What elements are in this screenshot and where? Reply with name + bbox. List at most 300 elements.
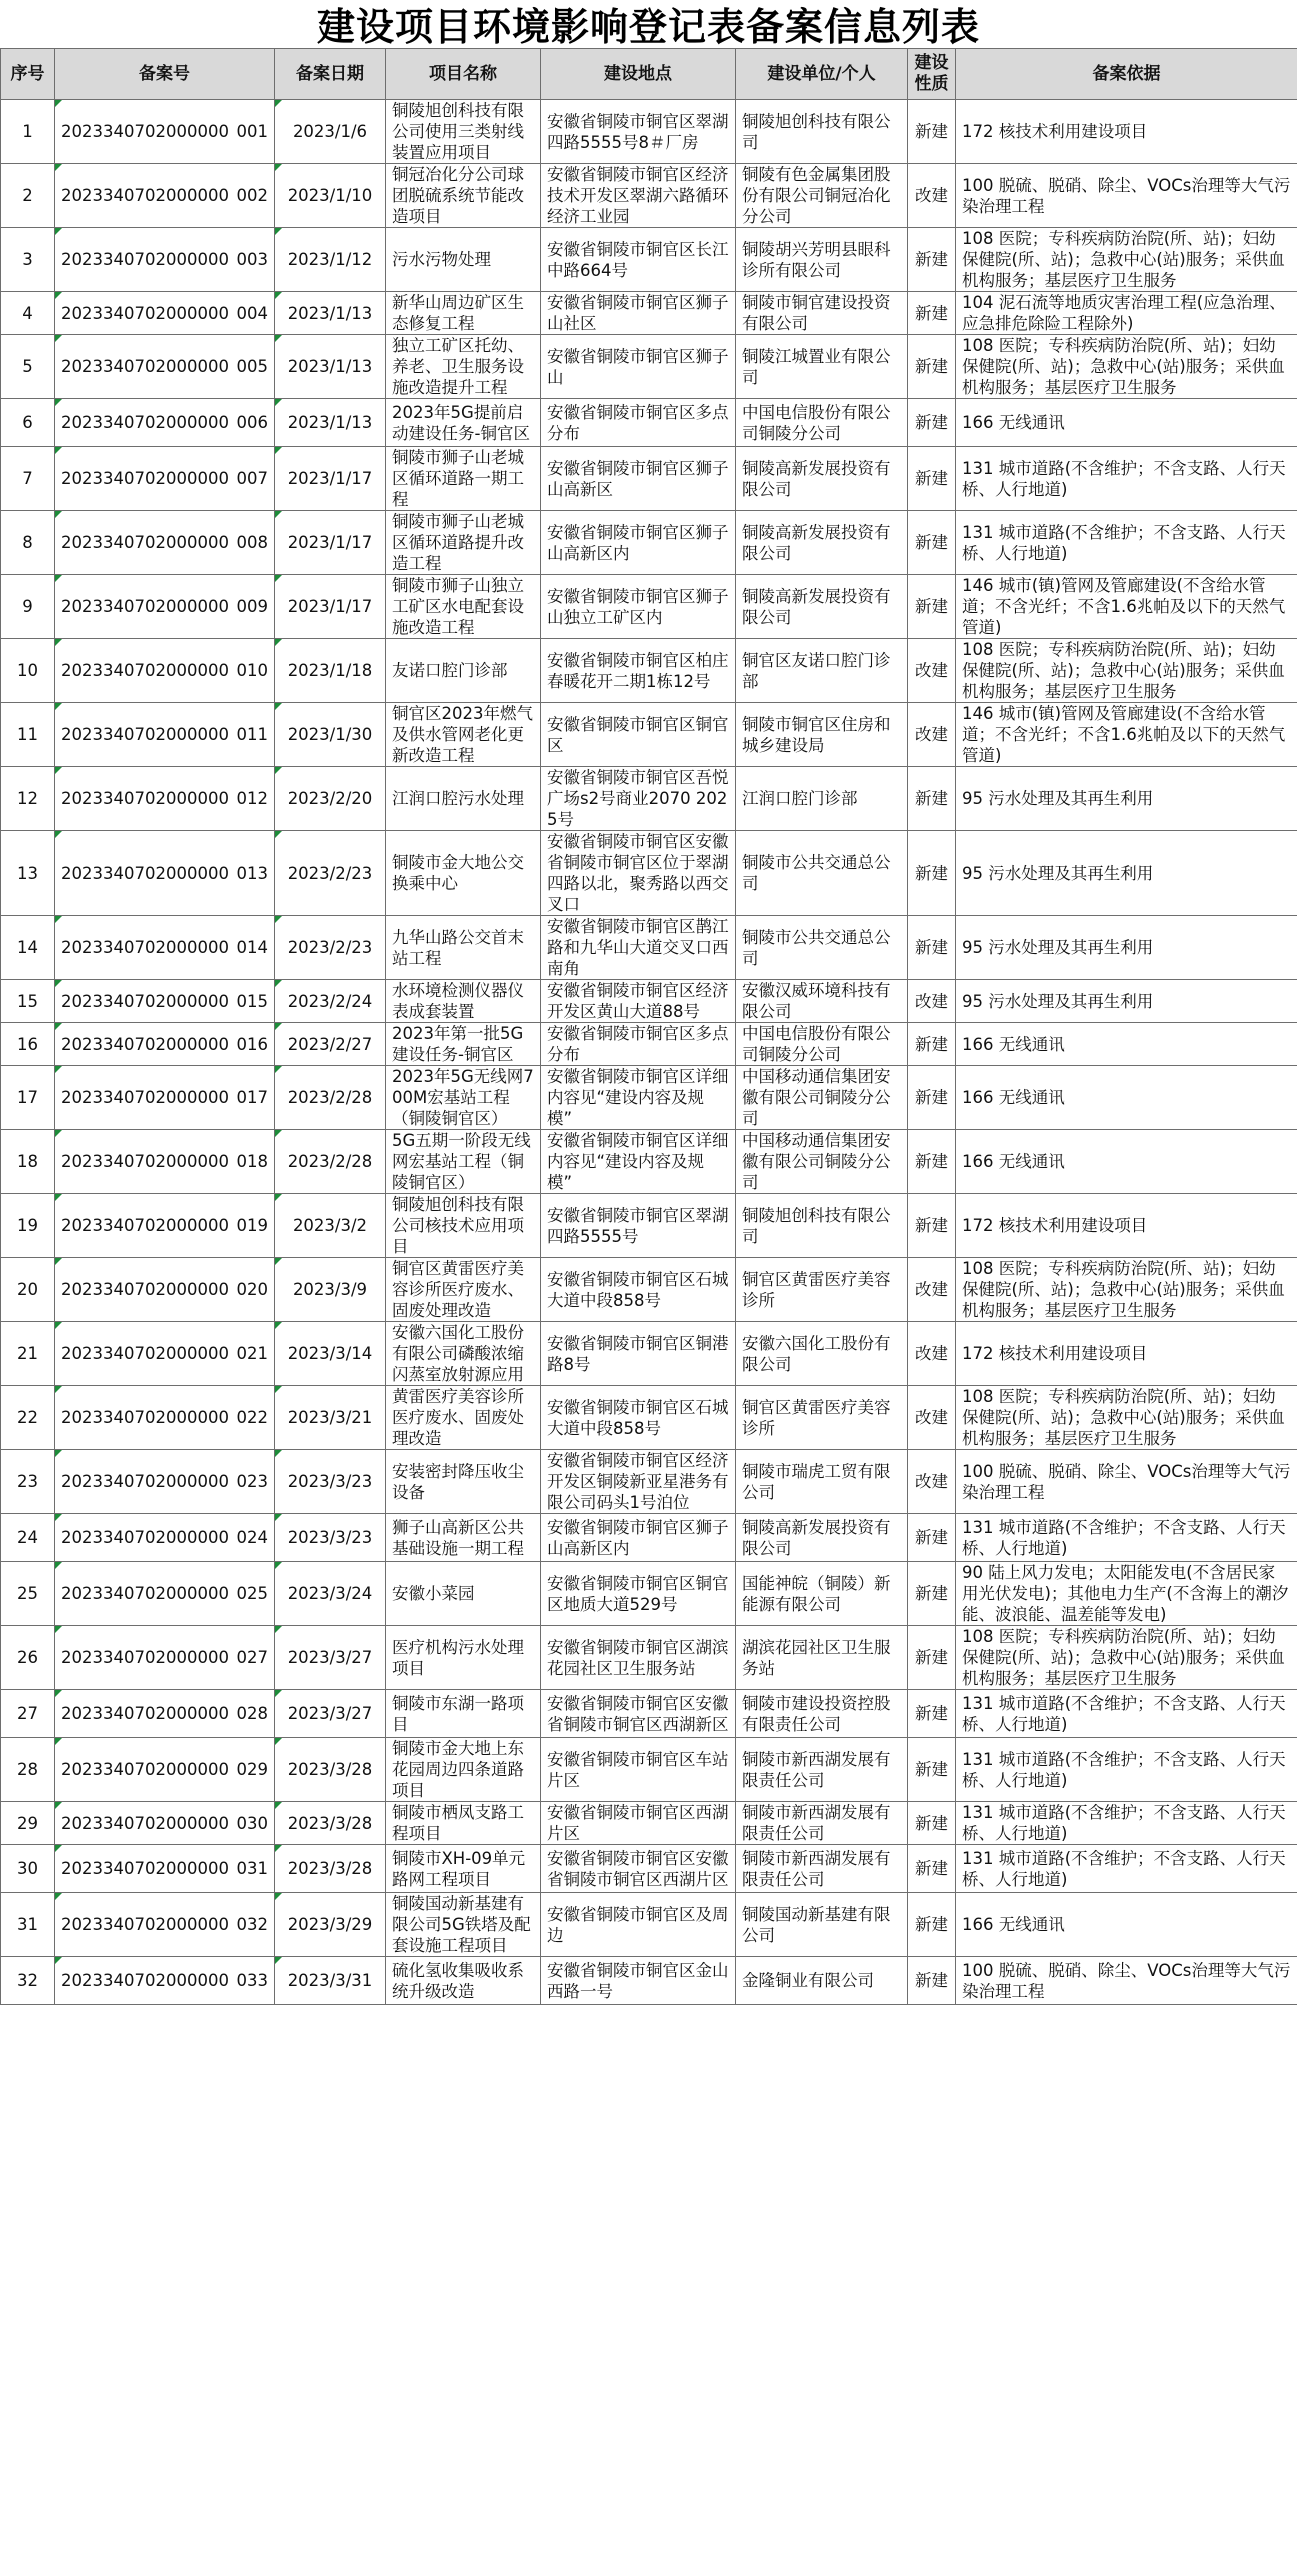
- cell-location[interactable]: 安徽省铜陵市铜官区金山西路一号: [541, 1957, 736, 2005]
- cell-unit[interactable]: 铜陵国动新基建有限公司: [736, 1893, 908, 1957]
- header-code[interactable]: 备案号: [55, 49, 275, 100]
- cell-basis[interactable]: 108 医院；专科疾病防治院(所、站)；妇幼保健院(所、站)；急救中心(站)服务；采供血机构服务；基层医疗卫生服务: [956, 228, 1297, 292]
- cell-unit[interactable]: 铜陵市建设投资控股有限责任公司: [736, 1690, 908, 1738]
- cell-nature[interactable]: 新建: [908, 292, 956, 335]
- cell-basis[interactable]: 166 无线通讯: [956, 1893, 1297, 1957]
- cell-nature[interactable]: 改建: [908, 1258, 956, 1322]
- table-row[interactable]: [1, 447, 1297, 511]
- cell-location[interactable]: 安徽省铜陵市铜官区狮子山高新区内: [541, 511, 736, 575]
- header-no[interactable]: 序号: [1, 49, 55, 100]
- cell-name[interactable]: 水环境检测仪器仪表成套装置: [386, 980, 541, 1023]
- table-row[interactable]: [1, 916, 1297, 980]
- cell-location[interactable]: 安徽省铜陵市铜官区铜官区地质大道529号: [541, 1562, 736, 1626]
- header-basis[interactable]: 备案依据: [956, 49, 1297, 100]
- cell-basis[interactable]: 166 无线通讯: [956, 399, 1297, 447]
- cell-nature[interactable]: 改建: [908, 980, 956, 1023]
- table-row[interactable]: [1, 1802, 1297, 1845]
- cell-name[interactable]: 铜陵市狮子山独立工矿区水电配套设施改造工程: [386, 575, 541, 639]
- cell-location[interactable]: 安徽省铜陵市铜官区铜港路8号: [541, 1322, 736, 1386]
- cell-unit[interactable]: 铜陵旭创科技有限公司: [736, 1194, 908, 1258]
- cell-no[interactable]: 26: [1, 1626, 55, 1690]
- cell-location[interactable]: 安徽省铜陵市铜官区狮子山: [541, 335, 736, 399]
- cell-basis[interactable]: 172 核技术利用建设项目: [956, 1194, 1297, 1258]
- cell-no[interactable]: 9: [1, 575, 55, 639]
- cell-name[interactable]: 硫化氢收集吸收系统升级改造: [386, 1957, 541, 2005]
- table-row[interactable]: [1, 1690, 1297, 1738]
- header-nature[interactable]: 建设性质: [908, 49, 956, 100]
- cell-unit[interactable]: 铜陵市新西湖发展有限责任公司: [736, 1738, 908, 1802]
- cell-location[interactable]: 安徽省铜陵市铜官区石城大道中段858号: [541, 1258, 736, 1322]
- cell-name[interactable]: 安装密封降压收尘设备: [386, 1450, 541, 1514]
- table-row[interactable]: [1, 1023, 1297, 1066]
- cell-date[interactable]: 2023/3/28: [275, 1845, 386, 1893]
- cell-unit[interactable]: 铜官区黄雷医疗美容诊所: [736, 1258, 908, 1322]
- cell-location[interactable]: 安徽省铜陵市铜官区多点分布: [541, 1023, 736, 1066]
- cell-no[interactable]: 22: [1, 1386, 55, 1450]
- cell-date[interactable]: 2023/2/24: [275, 980, 386, 1023]
- cell-location[interactable]: 安徽省铜陵市铜官区铜官区: [541, 703, 736, 767]
- cell-code[interactable]: [55, 1690, 275, 1738]
- cell-unit[interactable]: 铜陵市铜官区住房和城乡建设局: [736, 703, 908, 767]
- cell-name[interactable]: 友诺口腔门诊部: [386, 639, 541, 703]
- cell-nature[interactable]: 新建: [908, 228, 956, 292]
- cell-basis[interactable]: 131 城市道路(不含维护；不含支路、人行天桥、人行地道): [956, 447, 1297, 511]
- cell-no[interactable]: 23: [1, 1450, 55, 1514]
- table-row[interactable]: [1, 703, 1297, 767]
- cell-nature[interactable]: 改建: [908, 1322, 956, 1386]
- cell-unit[interactable]: 中国电信股份有限公司铜陵分公司: [736, 1023, 908, 1066]
- cell-date[interactable]: 2023/3/28: [275, 1802, 386, 1845]
- table-row[interactable]: [1, 1957, 1297, 2005]
- table-row[interactable]: [1, 1893, 1297, 1957]
- cell-date[interactable]: 2023/1/17: [275, 511, 386, 575]
- cell-name[interactable]: 九华山路公交首末站工程: [386, 916, 541, 980]
- cell-basis[interactable]: 100 脱硫、脱硝、除尘、VOCs治理等大气污染治理工程: [956, 1957, 1297, 2005]
- table-row[interactable]: [1, 1258, 1297, 1322]
- cell-date[interactable]: 2023/2/20: [275, 767, 386, 831]
- cell-location[interactable]: 安徽省铜陵市铜官区车站片区: [541, 1738, 736, 1802]
- cell-code[interactable]: [55, 980, 275, 1023]
- cell-nature[interactable]: 新建: [908, 100, 956, 164]
- cell-basis[interactable]: 95 污水处理及其再生利用: [956, 831, 1297, 916]
- cell-code[interactable]: [55, 335, 275, 399]
- cell-nature[interactable]: 新建: [908, 1066, 956, 1130]
- cell-name[interactable]: 2023年第一批5G建设任务-铜官区: [386, 1023, 541, 1066]
- cell-unit[interactable]: 铜陵胡兴芳明县眼科诊所有限公司: [736, 228, 908, 292]
- cell-name[interactable]: 狮子山高新区公共基础设施一期工程: [386, 1514, 541, 1562]
- cell-nature[interactable]: 新建: [908, 1738, 956, 1802]
- cell-date[interactable]: 2023/3/28: [275, 1738, 386, 1802]
- table-row[interactable]: [1, 575, 1297, 639]
- table-row[interactable]: [1, 767, 1297, 831]
- code-seq: 013: [236, 863, 268, 883]
- cell-name[interactable]: 铜冠冶化分公司球团脱硫系统节能改造项目: [386, 164, 541, 228]
- cell-date[interactable]: 2023/3/2: [275, 1194, 386, 1258]
- header-location[interactable]: 建设地点: [541, 49, 736, 100]
- cell-basis[interactable]: 104 泥石流等地质灾害治理工程(应急治理、应急排危除险工程除外): [956, 292, 1297, 335]
- cell-name[interactable]: 铜陵市金大地公交换乘中心: [386, 831, 541, 916]
- cell-unit[interactable]: 中国移动通信集团安徽有限公司铜陵分公司: [736, 1130, 908, 1194]
- cell-unit[interactable]: 铜陵市新西湖发展有限责任公司: [736, 1845, 908, 1893]
- cell-location[interactable]: 安徽省铜陵市铜官区狮子山高新区内: [541, 1514, 736, 1562]
- cell-nature[interactable]: 新建: [908, 831, 956, 916]
- cell-date[interactable]: 2023/1/18: [275, 639, 386, 703]
- cell-basis[interactable]: 131 城市道路(不含维护；不含支路、人行天桥、人行地道): [956, 1802, 1297, 1845]
- cell-nature[interactable]: 新建: [908, 1514, 956, 1562]
- cell-date[interactable]: 2023/1/13: [275, 335, 386, 399]
- cell-location[interactable]: 安徽省铜陵市铜官区狮子山高新区: [541, 447, 736, 511]
- cell-unit[interactable]: 铜陵高新发展投资有限公司: [736, 447, 908, 511]
- cell-unit[interactable]: 铜陵旭创科技有限公司: [736, 100, 908, 164]
- cell-code[interactable]: [55, 639, 275, 703]
- cell-nature[interactable]: 新建: [908, 1562, 956, 1626]
- cell-no[interactable]: 8: [1, 511, 55, 575]
- cell-unit[interactable]: 铜官区黄雷医疗美容诊所: [736, 1386, 908, 1450]
- cell-unit[interactable]: 安徽六国化工股份有限公司: [736, 1322, 908, 1386]
- table-row[interactable]: [1, 164, 1297, 228]
- cell-nature[interactable]: 新建: [908, 511, 956, 575]
- cell-nature[interactable]: 新建: [908, 447, 956, 511]
- cell-location[interactable]: 安徽省铜陵市铜官区安徽省铜陵市铜官区西湖片区: [541, 1845, 736, 1893]
- table-row[interactable]: [1, 511, 1297, 575]
- cell-name[interactable]: 铜陵市栖凤支路工程项目: [386, 1802, 541, 1845]
- header-unit[interactable]: 建设单位/个人: [736, 49, 908, 100]
- cell-no[interactable]: 12: [1, 767, 55, 831]
- cell-code[interactable]: [55, 767, 275, 831]
- cell-location[interactable]: 安徽省铜陵市铜官区翠湖四路5555号: [541, 1194, 736, 1258]
- cell-location[interactable]: 安徽省铜陵市铜官区经济开发区铜陵新亚星港务有限公司码头1号泊位: [541, 1450, 736, 1514]
- cell-name[interactable]: 独立工矿区托幼、养老、卫生服务设施改造提升工程: [386, 335, 541, 399]
- cell-basis[interactable]: 100 脱硫、脱硝、除尘、VOCs治理等大气污染治理工程: [956, 164, 1297, 228]
- cell-location[interactable]: 安徽省铜陵市铜官区多点分布: [541, 399, 736, 447]
- cell-name[interactable]: 铜陵市金大地上东花园周边四条道路项目: [386, 1738, 541, 1802]
- cell-basis[interactable]: 172 核技术利用建设项目: [956, 1322, 1297, 1386]
- cell-basis[interactable]: 90 陆上风力发电；太阳能发电(不含居民家用光伏发电)；其他电力生产(不含海上的潮汐能、波浪能、温差能等发电): [956, 1562, 1297, 1626]
- cell-unit[interactable]: 铜陵市公共交通总公司: [736, 831, 908, 916]
- cell-unit[interactable]: 铜官区友诺口腔门诊部: [736, 639, 908, 703]
- cell-date[interactable]: 2023/3/9: [275, 1258, 386, 1322]
- cell-location[interactable]: 安徽省铜陵市铜官区长江中路664号: [541, 228, 736, 292]
- cell-no[interactable]: 13: [1, 831, 55, 916]
- table-row[interactable]: [1, 335, 1297, 399]
- cell-name[interactable]: 2023年5G无线网700M宏基站工程（铜陵铜官区）: [386, 1066, 541, 1130]
- cell-date[interactable]: 2023/3/24: [275, 1562, 386, 1626]
- cell-code[interactable]: [55, 1450, 275, 1514]
- header-date[interactable]: 备案日期: [275, 49, 386, 100]
- cell-name[interactable]: 新华山周边矿区生态修复工程: [386, 292, 541, 335]
- cell-no[interactable]: 10: [1, 639, 55, 703]
- cell-code[interactable]: [55, 164, 275, 228]
- cell-nature[interactable]: 新建: [908, 1845, 956, 1893]
- cell-basis[interactable]: 131 城市道路(不含维护；不含支路、人行天桥、人行地道): [956, 511, 1297, 575]
- cell-name[interactable]: 污水污物处理: [386, 228, 541, 292]
- cell-unit[interactable]: 铜陵高新发展投资有限公司: [736, 575, 908, 639]
- cell-location[interactable]: 安徽省铜陵市铜官区详细内容见“建设内容及规模”: [541, 1130, 736, 1194]
- cell-unit[interactable]: 安徽汉威环境科技有限公司: [736, 980, 908, 1023]
- cell-date[interactable]: 2023/3/31: [275, 1957, 386, 2005]
- cell-location[interactable]: 安徽省铜陵市铜官区翠湖四路5555号8＃厂房: [541, 100, 736, 164]
- cell-date[interactable]: 2023/1/10: [275, 164, 386, 228]
- cell-unit[interactable]: 铜陵江城置业有限公司: [736, 335, 908, 399]
- cell-location[interactable]: 安徽省铜陵市铜官区狮子山独立工矿区内: [541, 575, 736, 639]
- header-name[interactable]: 项目名称: [386, 49, 541, 100]
- code-prefix: 2023340702000000: [61, 1344, 229, 1363]
- cell-code[interactable]: [55, 1130, 275, 1194]
- cell-name[interactable]: 黄雷医疗美容诊所医疗废水、固废处理改造: [386, 1386, 541, 1450]
- cell-nature[interactable]: 新建: [908, 1802, 956, 1845]
- cell-location[interactable]: 安徽省铜陵市铜官区西湖片区: [541, 1802, 736, 1845]
- table-row[interactable]: [1, 639, 1297, 703]
- cell-location[interactable]: 安徽省铜陵市铜官区鹊江路和九华山大道交叉口西南角: [541, 916, 736, 980]
- cell-code[interactable]: [55, 1626, 275, 1690]
- cell-code[interactable]: [55, 1066, 275, 1130]
- cell-location[interactable]: 安徽省铜陵市铜官区狮子山社区: [541, 292, 736, 335]
- cell-basis[interactable]: 146 城市(镇)管网及管廊建设(不含给水管道；不含光纤；不含1.6兆帕及以下的天然气管道): [956, 575, 1297, 639]
- table-row[interactable]: [1, 1322, 1297, 1386]
- cell-unit[interactable]: 铜陵市新西湖发展有限责任公司: [736, 1802, 908, 1845]
- cell-location[interactable]: 安徽省铜陵市铜官区经济技术开发区翠湖六路循环经济工业园: [541, 164, 736, 228]
- cell-nature[interactable]: 新建: [908, 399, 956, 447]
- cell-no[interactable]: 30: [1, 1845, 55, 1893]
- cell-date[interactable]: 2023/1/6: [275, 100, 386, 164]
- cell-unit[interactable]: 铜陵有色金属集团股份有限公司铜冠冶化分公司: [736, 164, 908, 228]
- cell-location[interactable]: 安徽省铜陵市铜官区及周边: [541, 1893, 736, 1957]
- cell-unit[interactable]: 中国移动通信集团安徽有限公司铜陵分公司: [736, 1066, 908, 1130]
- code-prefix: 2023340702000000: [61, 789, 229, 808]
- cell-nature[interactable]: 改建: [908, 164, 956, 228]
- cell-location[interactable]: 安徽省铜陵市铜官区安徽省铜陵市铜官区位于翠湖四路以北，聚秀路以西交叉口: [541, 831, 736, 916]
- cell-unit[interactable]: 江润口腔门诊部: [736, 767, 908, 831]
- cell-no[interactable]: 6: [1, 399, 55, 447]
- cell-name[interactable]: 医疗机构污水处理项目: [386, 1626, 541, 1690]
- cell-name[interactable]: 铜陵市XH-09单元路网工程项目: [386, 1845, 541, 1893]
- table-row[interactable]: [1, 1450, 1297, 1514]
- cell-name[interactable]: 铜陵市狮子山老城区循环道路一期工程: [386, 447, 541, 511]
- cell-basis[interactable]: 108 医院；专科疾病防治院(所、站)；妇幼保健院(所、站)；急救中心(站)服务；采供血机构服务；基层医疗卫生服务: [956, 1258, 1297, 1322]
- cell-nature[interactable]: 新建: [908, 1194, 956, 1258]
- cell-name[interactable]: 铜陵国动新基建有限公司5G铁塔及配套设施工程项目: [386, 1893, 541, 1957]
- cell-unit[interactable]: 铜陵市公共交通总公司: [736, 916, 908, 980]
- cell-nature[interactable]: 新建: [908, 575, 956, 639]
- cell-date[interactable]: 2023/2/28: [275, 1130, 386, 1194]
- table-row[interactable]: [1, 831, 1297, 916]
- cell-code[interactable]: [55, 1514, 275, 1562]
- cell-nature[interactable]: 新建: [908, 1690, 956, 1738]
- cell-no[interactable]: 2: [1, 164, 55, 228]
- cell-date[interactable]: 2023/1/17: [275, 447, 386, 511]
- cell-name[interactable]: 5G五期一阶段无线网宏基站工程（铜陵铜官区）: [386, 1130, 541, 1194]
- cell-date[interactable]: 2023/1/12: [275, 228, 386, 292]
- cell-date[interactable]: 2023/2/23: [275, 831, 386, 916]
- cell-no[interactable]: 3: [1, 228, 55, 292]
- cell-nature[interactable]: 新建: [908, 1626, 956, 1690]
- cell-date[interactable]: 2023/2/23: [275, 916, 386, 980]
- cell-code[interactable]: [55, 1023, 275, 1066]
- cell-unit[interactable]: 铜陵市铜官建设投资有限公司: [736, 292, 908, 335]
- table-row[interactable]: [1, 399, 1297, 447]
- cell-code[interactable]: [55, 1893, 275, 1957]
- cell-code[interactable]: [55, 1738, 275, 1802]
- cell-unit[interactable]: 国能神皖（铜陵）新能源有限公司: [736, 1562, 908, 1626]
- cell-basis[interactable]: 172 核技术利用建设项目: [956, 100, 1297, 164]
- cell-no[interactable]: 5: [1, 335, 55, 399]
- cell-basis[interactable]: 166 无线通讯: [956, 1130, 1297, 1194]
- cell-name[interactable]: 江润口腔污水处理: [386, 767, 541, 831]
- cell-unit[interactable]: 铜陵高新发展投资有限公司: [736, 511, 908, 575]
- table-row[interactable]: [1, 228, 1297, 292]
- table-row[interactable]: [1, 1194, 1297, 1258]
- cell-code[interactable]: [55, 575, 275, 639]
- cell-name[interactable]: 安徽小菜园: [386, 1562, 541, 1626]
- cell-no[interactable]: 24: [1, 1514, 55, 1562]
- cell-name[interactable]: 铜陵市狮子山老城区循环道路提升改造工程: [386, 511, 541, 575]
- cell-basis[interactable]: 146 城市(镇)管网及管廊建设(不含给水管道；不含光纤；不含1.6兆帕及以下的天然气管道): [956, 703, 1297, 767]
- table-row[interactable]: [1, 1626, 1297, 1690]
- cell-code[interactable]: [55, 228, 275, 292]
- cell-date[interactable]: 2023/3/21: [275, 1386, 386, 1450]
- cell-code[interactable]: [55, 511, 275, 575]
- cell-code[interactable]: [55, 1194, 275, 1258]
- cell-basis[interactable]: 108 医院；专科疾病防治院(所、站)；妇幼保健院(所、站)；急救中心(站)服务；采供血机构服务；基层医疗卫生服务: [956, 1626, 1297, 1690]
- table-row[interactable]: [1, 1066, 1297, 1130]
- table-row[interactable]: [1, 1562, 1297, 1626]
- cell-code[interactable]: [55, 1845, 275, 1893]
- cell-basis[interactable]: 131 城市道路(不含维护；不含支路、人行天桥、人行地道): [956, 1690, 1297, 1738]
- cell-basis[interactable]: 95 污水处理及其再生利用: [956, 767, 1297, 831]
- cell-name[interactable]: 安徽六国化工股份有限公司磷酸浓缩闪蒸室放射源应用: [386, 1322, 541, 1386]
- cell-date[interactable]: 2023/1/17: [275, 575, 386, 639]
- cell-nature[interactable]: 改建: [908, 1450, 956, 1514]
- cell-code[interactable]: [55, 399, 275, 447]
- cell-nature[interactable]: 新建: [908, 1957, 956, 2005]
- table-row[interactable]: [1, 292, 1297, 335]
- cell-no[interactable]: 14: [1, 916, 55, 980]
- cell-unit[interactable]: 金隆铜业有限公司: [736, 1957, 908, 2005]
- table-row[interactable]: [1, 1386, 1297, 1450]
- cell-name[interactable]: 2023年5G提前启动建设任务-铜官区: [386, 399, 541, 447]
- cell-no[interactable]: 28: [1, 1738, 55, 1802]
- cell-basis[interactable]: 100 脱硫、脱硝、除尘、VOCs治理等大气污染治理工程: [956, 1450, 1297, 1514]
- cell-location[interactable]: 安徽省铜陵市铜官区经济开发区黄山大道88号: [541, 980, 736, 1023]
- cell-date[interactable]: 2023/3/29: [275, 1893, 386, 1957]
- table-row[interactable]: [1, 1738, 1297, 1802]
- cell-location[interactable]: 安徽省铜陵市铜官区柏庄春暖花开二期1栋12号: [541, 639, 736, 703]
- cell-no[interactable]: 4: [1, 292, 55, 335]
- cell-name[interactable]: 铜陵旭创科技有限公司核技术应用项目: [386, 1194, 541, 1258]
- cell-unit[interactable]: 中国电信股份有限公司铜陵分公司: [736, 399, 908, 447]
- cell-name[interactable]: 铜陵市东湖一路项目: [386, 1690, 541, 1738]
- cell-unit[interactable]: 铜陵市瑞虎工贸有限公司: [736, 1450, 908, 1514]
- cell-date[interactable]: 2023/3/23: [275, 1514, 386, 1562]
- cell-nature[interactable]: 新建: [908, 1893, 956, 1957]
- cell-name[interactable]: 铜官区黄雷医疗美容诊所医疗废水、固废处理改造: [386, 1258, 541, 1322]
- cell-code[interactable]: [55, 447, 275, 511]
- cell-location[interactable]: 安徽省铜陵市铜官区安徽省铜陵市铜官区西湖新区: [541, 1690, 736, 1738]
- cell-basis[interactable]: 131 城市道路(不含维护；不含支路、人行天桥、人行地道): [956, 1845, 1297, 1893]
- cell-basis[interactable]: 108 医院；专科疾病防治院(所、站)；妇幼保健院(所、站)；急救中心(站)服务；采供血机构服务；基层医疗卫生服务: [956, 639, 1297, 703]
- cell-no[interactable]: 29: [1, 1802, 55, 1845]
- cell-basis[interactable]: 166 无线通讯: [956, 1023, 1297, 1066]
- cell-date[interactable]: 2023/3/27: [275, 1626, 386, 1690]
- cell-no[interactable]: 20: [1, 1258, 55, 1322]
- cell-no[interactable]: 11: [1, 703, 55, 767]
- table-row[interactable]: [1, 1845, 1297, 1893]
- cell-no[interactable]: 7: [1, 447, 55, 511]
- cell-nature[interactable]: 新建: [908, 767, 956, 831]
- cell-code[interactable]: [55, 292, 275, 335]
- table-row[interactable]: [1, 100, 1297, 164]
- cell-date[interactable]: 2023/2/28: [275, 1066, 386, 1130]
- cell-no[interactable]: 18: [1, 1130, 55, 1194]
- cell-name[interactable]: 铜陵旭创科技有限公司使用三类射线装置应用项目: [386, 100, 541, 164]
- cell-unit[interactable]: 湖滨花园社区卫生服务站: [736, 1626, 908, 1690]
- cell-no[interactable]: 16: [1, 1023, 55, 1066]
- cell-code[interactable]: [55, 831, 275, 916]
- cell-location[interactable]: 安徽省铜陵市铜官区吾悦广场s2号商业2070 2025号: [541, 767, 736, 831]
- cell-nature[interactable]: 新建: [908, 1023, 956, 1066]
- cell-code[interactable]: [55, 1957, 275, 2005]
- cell-basis[interactable]: 108 医院；专科疾病防治院(所、站)；妇幼保健院(所、站)；急救中心(站)服务；采供血机构服务；基层医疗卫生服务: [956, 335, 1297, 399]
- cell-nature[interactable]: 改建: [908, 703, 956, 767]
- cell-basis[interactable]: 108 医院；专科疾病防治院(所、站)；妇幼保健院(所、站)；急救中心(站)服务；采供血机构服务；基层医疗卫生服务: [956, 1386, 1297, 1450]
- cell-date[interactable]: 2023/1/13: [275, 399, 386, 447]
- cell-unit[interactable]: 铜陵高新发展投资有限公司: [736, 1514, 908, 1562]
- cell-no[interactable]: 27: [1, 1690, 55, 1738]
- cell-no[interactable]: 15: [1, 980, 55, 1023]
- cell-basis[interactable]: 131 城市道路(不含维护；不含支路、人行天桥、人行地道): [956, 1738, 1297, 1802]
- cell-basis[interactable]: 131 城市道路(不含维护；不含支路、人行天桥、人行地道): [956, 1514, 1297, 1562]
- cell-basis[interactable]: 166 无线通讯: [956, 1066, 1297, 1130]
- cell-code[interactable]: [55, 703, 275, 767]
- cell-date[interactable]: 2023/1/30: [275, 703, 386, 767]
- cell-date[interactable]: 2023/3/23: [275, 1450, 386, 1514]
- cell-no[interactable]: 25: [1, 1562, 55, 1626]
- cell-date[interactable]: 2023/3/27: [275, 1690, 386, 1738]
- cell-no[interactable]: 17: [1, 1066, 55, 1130]
- table-row[interactable]: [1, 1514, 1297, 1562]
- cell-location[interactable]: 安徽省铜陵市铜官区湖滨花园社区卫生服务站: [541, 1626, 736, 1690]
- cell-nature[interactable]: 改建: [908, 1386, 956, 1450]
- cell-nature[interactable]: 新建: [908, 335, 956, 399]
- table-row[interactable]: [1, 980, 1297, 1023]
- cell-code[interactable]: [55, 100, 275, 164]
- cell-basis[interactable]: 95 污水处理及其再生利用: [956, 916, 1297, 980]
- table-row[interactable]: [1, 1130, 1297, 1194]
- cell-code[interactable]: [55, 1258, 275, 1322]
- cell-code[interactable]: [55, 916, 275, 980]
- cell-date[interactable]: 2023/3/14: [275, 1322, 386, 1386]
- cell-code[interactable]: [55, 1802, 275, 1845]
- cell-nature[interactable]: 新建: [908, 916, 956, 980]
- cell-basis[interactable]: 95 污水处理及其再生利用: [956, 980, 1297, 1023]
- cell-location[interactable]: 安徽省铜陵市铜官区石城大道中段858号: [541, 1386, 736, 1450]
- cell-nature[interactable]: 新建: [908, 1130, 956, 1194]
- cell-code[interactable]: [55, 1322, 275, 1386]
- cell-no[interactable]: 19: [1, 1194, 55, 1258]
- cell-date[interactable]: 2023/2/27: [275, 1023, 386, 1066]
- cell-location[interactable]: 安徽省铜陵市铜官区详细内容见“建设内容及规模”: [541, 1066, 736, 1130]
- cell-name[interactable]: 铜官区2023年燃气及供水管网老化更新改造工程: [386, 703, 541, 767]
- cell-date[interactable]: 2023/1/13: [275, 292, 386, 335]
- code-seq: 023: [236, 1472, 268, 1491]
- cell-no[interactable]: 31: [1, 1893, 55, 1957]
- cell-no[interactable]: 21: [1, 1322, 55, 1386]
- cell-no[interactable]: 1: [1, 100, 55, 164]
- cell-no[interactable]: 32: [1, 1957, 55, 2005]
- cell-code[interactable]: [55, 1386, 275, 1450]
- cell-code[interactable]: [55, 1562, 275, 1626]
- cell-nature[interactable]: 改建: [908, 639, 956, 703]
